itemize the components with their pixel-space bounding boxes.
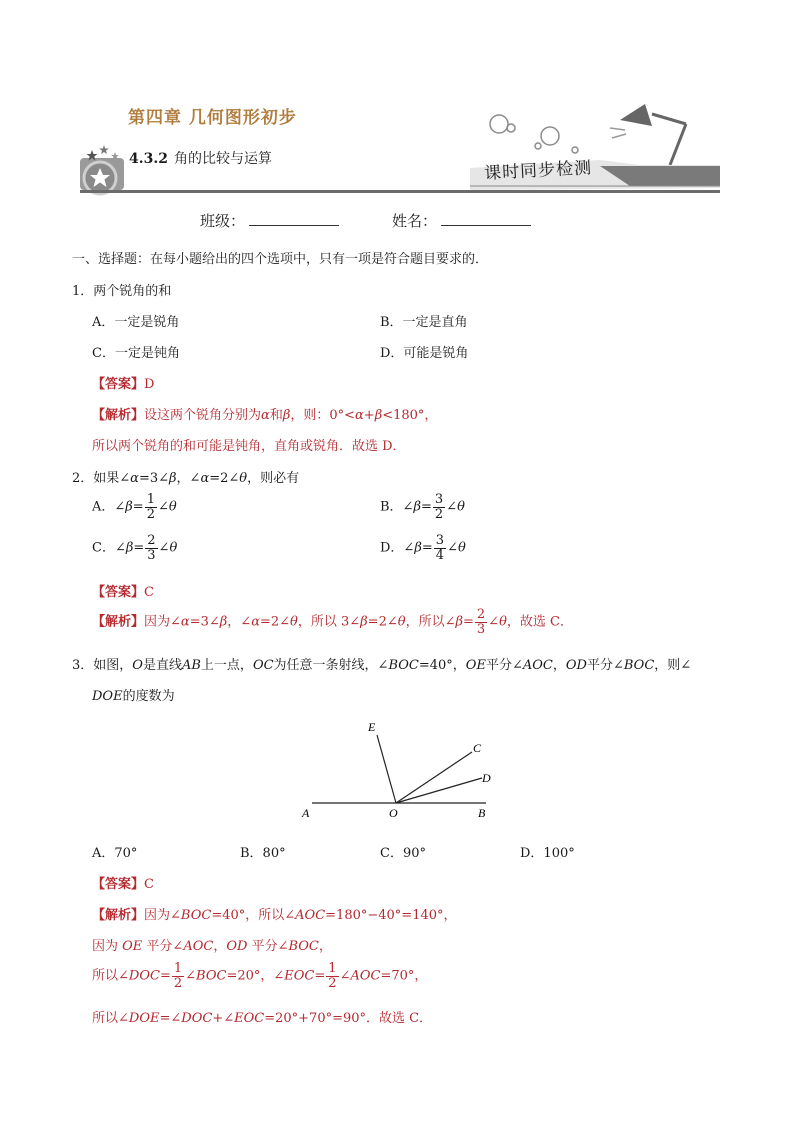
- text: <180°，: [382, 408, 438, 423]
- text: 为任意一条射线，∠: [273, 658, 389, 673]
- text: =: [421, 540, 433, 556]
- q1-option-a: A．一定是锐角: [92, 315, 180, 330]
- q3-analysis-line-3: [92, 962, 427, 990]
- text: =20°+70°=90°．故选 C．: [264, 1011, 433, 1026]
- name-blank[interactable]: [441, 211, 531, 226]
- text: β: [125, 499, 133, 515]
- fraction: [145, 493, 157, 521]
- q2-stem: [72, 467, 299, 486]
- q3-analysis-line-1: [92, 904, 457, 923]
- star-badge-icon: [80, 145, 124, 194]
- text: =3∠: [189, 614, 220, 630]
- section-title: [129, 148, 272, 168]
- q2-option-a: [92, 493, 177, 521]
- denominator: 2: [173, 975, 183, 991]
- text: ，则：0°<: [290, 408, 356, 423]
- text: 因为∠: [144, 908, 181, 923]
- section-intro: 一、选择题：在每小题给出的四个选项中，只有一项是符合题目要求的．: [72, 252, 489, 267]
- text: θ: [397, 614, 406, 630]
- q2-option-d: [380, 534, 466, 562]
- text: AOC: [183, 939, 214, 954]
- text: OE: [465, 658, 486, 673]
- text: α: [180, 614, 190, 630]
- name-field: [392, 210, 531, 231]
- denominator: 2: [328, 975, 337, 991]
- fraction: [145, 534, 157, 562]
- denominator: 3: [476, 621, 486, 637]
- text: AOC: [295, 908, 326, 923]
- text: β: [219, 614, 228, 630]
- denominator: 4: [435, 547, 445, 563]
- text: ，故选 C．: [506, 614, 573, 630]
- class-label: 班级：: [200, 212, 246, 230]
- text: 平分∠: [247, 939, 289, 954]
- fraction: [172, 962, 184, 990]
- text: DOE: [92, 689, 123, 704]
- numerator: 1: [146, 492, 155, 507]
- label-b: B: [478, 806, 486, 820]
- text: α: [261, 408, 270, 423]
- text: =2∠: [209, 471, 240, 486]
- answer-tag: 【答案】: [92, 377, 145, 392]
- numerator: 2: [476, 607, 486, 622]
- text: ∠: [158, 540, 170, 556]
- label-c: C: [473, 741, 482, 755]
- text: ∠: [157, 499, 169, 515]
- denominator: 3: [147, 547, 156, 563]
- text: α: [200, 471, 210, 486]
- text: β: [374, 408, 383, 423]
- text: 所以∠: [92, 968, 129, 984]
- text: =20°，∠: [226, 968, 285, 984]
- class-blank[interactable]: [249, 211, 339, 226]
- q2-option-b: [380, 493, 465, 521]
- label-d: D: [482, 771, 491, 785]
- text: =: [159, 968, 171, 984]
- text: =40°，: [418, 658, 466, 673]
- bubbles-icon: [490, 115, 578, 153]
- text: B．∠: [380, 499, 414, 515]
- q2-answer: [92, 581, 154, 600]
- text: 平分∠: [586, 658, 624, 673]
- q3-option-c: C．90°: [380, 846, 426, 861]
- text: β: [413, 499, 421, 515]
- text: α: [130, 471, 139, 486]
- answer-tag: 【答案】: [92, 877, 145, 892]
- q1-option-d: D．可能是锐角: [380, 346, 469, 361]
- text: ∠: [339, 968, 351, 984]
- section-number: 4.3.2: [129, 151, 168, 167]
- q3-option-d: D．100°: [520, 846, 575, 861]
- text: 因为: [92, 939, 123, 954]
- text: OD: [565, 658, 587, 673]
- fraction: [434, 534, 446, 562]
- section-name: 角的比较与运算: [173, 151, 272, 167]
- text: =40°，所以∠: [211, 908, 296, 923]
- lamp-icon: [610, 104, 686, 165]
- text: =: [462, 614, 474, 630]
- text: ∠: [488, 614, 500, 630]
- text: β: [125, 540, 134, 556]
- q1-option-b: B．一定是直角: [380, 315, 468, 330]
- numerator: 1: [173, 961, 183, 976]
- text: θ: [290, 614, 298, 630]
- text: =: [314, 968, 326, 984]
- label-o: O: [389, 806, 398, 820]
- ray-oc: [396, 752, 472, 803]
- text: +: [363, 408, 375, 423]
- text: β: [169, 471, 177, 486]
- text: θ: [169, 540, 178, 556]
- text: =2∠: [259, 614, 291, 630]
- answer-value: D: [144, 377, 155, 392]
- denominator: 2: [434, 506, 444, 522]
- text: BOC: [180, 908, 212, 923]
- answer-value: C: [144, 585, 154, 600]
- answer-value: C: [144, 877, 154, 892]
- name-label: 姓名：: [392, 212, 438, 230]
- text: =180°−40°=140°，: [325, 908, 457, 923]
- text: AB: [181, 658, 201, 673]
- text: 因为∠: [144, 614, 181, 630]
- numerator: 2: [147, 533, 156, 548]
- text: θ: [457, 540, 466, 556]
- text: ∠: [446, 499, 458, 515]
- text: ∠: [447, 540, 458, 556]
- text: 平分∠: [485, 658, 523, 673]
- text: O: [132, 658, 143, 673]
- text: =∠: [159, 1011, 182, 1026]
- numerator: 3: [434, 492, 444, 507]
- text: ，: [213, 939, 227, 954]
- text: DOC: [181, 1011, 213, 1026]
- q2-analysis: [92, 608, 573, 636]
- numerator: 3: [435, 533, 445, 548]
- text: =2∠: [367, 614, 398, 630]
- class-field: [200, 210, 339, 231]
- q3-answer: [92, 873, 154, 892]
- text: OD: [226, 939, 248, 954]
- text: θ: [168, 499, 177, 515]
- text: 是直线: [142, 658, 182, 673]
- text: 上一点，: [200, 658, 253, 673]
- q2-option-c: [92, 534, 177, 562]
- text: BOC: [288, 939, 319, 954]
- chapter-title: 第四章 几何图形初步: [128, 108, 297, 128]
- text: ，则必有: [247, 471, 300, 486]
- text: EOC: [234, 1011, 265, 1026]
- text: 设这两个锐角分别为: [144, 408, 262, 423]
- q3-analysis-line-2: [92, 935, 332, 954]
- header-divider: [80, 190, 720, 193]
- q3-option-a: A．70°: [92, 846, 138, 861]
- text: α: [355, 408, 364, 423]
- q1-analysis-line-2: 所以两个锐角的和可能是钝角，直角或锐角．故选 D．: [92, 439, 406, 454]
- text: θ: [239, 471, 248, 486]
- text: β: [455, 614, 463, 630]
- text: =70°，: [380, 968, 428, 984]
- text: 的度数为: [122, 689, 175, 704]
- q1-analysis-line-1: [92, 404, 437, 423]
- text: =: [133, 540, 145, 556]
- ray-od: [396, 778, 482, 803]
- text: OE: [122, 939, 143, 954]
- q3-option-b: B．80°: [240, 846, 286, 861]
- text: OC: [252, 658, 274, 673]
- text: 2．如果∠: [72, 471, 131, 486]
- label-e: E: [368, 720, 376, 734]
- fraction: [475, 608, 487, 636]
- text: BOC: [196, 968, 227, 984]
- fraction: [326, 962, 338, 990]
- text: θ: [499, 614, 507, 630]
- text: ∠: [185, 968, 197, 984]
- text: AOC: [350, 968, 381, 984]
- text: =: [420, 499, 432, 515]
- q1-answer: [92, 373, 154, 392]
- analysis-tag: 【解析】: [92, 408, 145, 423]
- text: 3．如图，: [72, 658, 133, 673]
- text: BOC: [623, 658, 655, 673]
- q3-stem-line-2: [92, 685, 175, 704]
- denominator: 2: [146, 506, 155, 522]
- text: ，所以 3∠: [297, 614, 361, 630]
- text: ，∠: [227, 614, 252, 630]
- answer-tag: 【答案】: [92, 585, 145, 600]
- label-a: A: [302, 806, 310, 820]
- text: β: [360, 614, 368, 630]
- banner-title: 课时同步检测: [483, 158, 593, 184]
- angle-figure: [290, 715, 510, 825]
- text: ，: [318, 939, 332, 954]
- text: DOE: [128, 1011, 160, 1026]
- text: EOC: [284, 968, 315, 984]
- numerator: 1: [328, 961, 337, 976]
- q1-stem: 1．两个锐角的和: [72, 284, 172, 299]
- text: 所以∠: [92, 1011, 129, 1026]
- text: D．∠: [380, 540, 415, 556]
- text: ，: [552, 658, 566, 673]
- text: DOC: [128, 968, 160, 984]
- text: 平分∠: [142, 939, 184, 954]
- text: C．∠: [92, 540, 126, 556]
- text: β: [282, 408, 291, 423]
- q1-option-c: C．一定是钝角: [92, 346, 180, 361]
- text: β: [414, 540, 422, 556]
- text: AOC: [522, 658, 553, 673]
- analysis-tag: 【解析】: [92, 908, 145, 923]
- text: A．∠: [92, 499, 126, 515]
- fraction: [433, 493, 445, 521]
- q3-stem-line-1: [72, 654, 691, 673]
- text: =3∠: [138, 471, 170, 486]
- text: +∠: [212, 1011, 235, 1026]
- text: BOC: [388, 658, 419, 673]
- text: 和: [269, 408, 283, 423]
- text: α: [251, 614, 260, 630]
- ray-oe: [377, 735, 396, 803]
- header-decoration: [0, 0, 794, 200]
- text: =: [132, 499, 144, 515]
- q3-analysis-line-4: [92, 1007, 432, 1026]
- analysis-tag: 【解析】: [92, 614, 145, 630]
- text: ，所以∠: [405, 614, 456, 630]
- text: θ: [457, 499, 465, 515]
- text: ，∠: [176, 471, 201, 486]
- text: ，则∠: [654, 658, 692, 673]
